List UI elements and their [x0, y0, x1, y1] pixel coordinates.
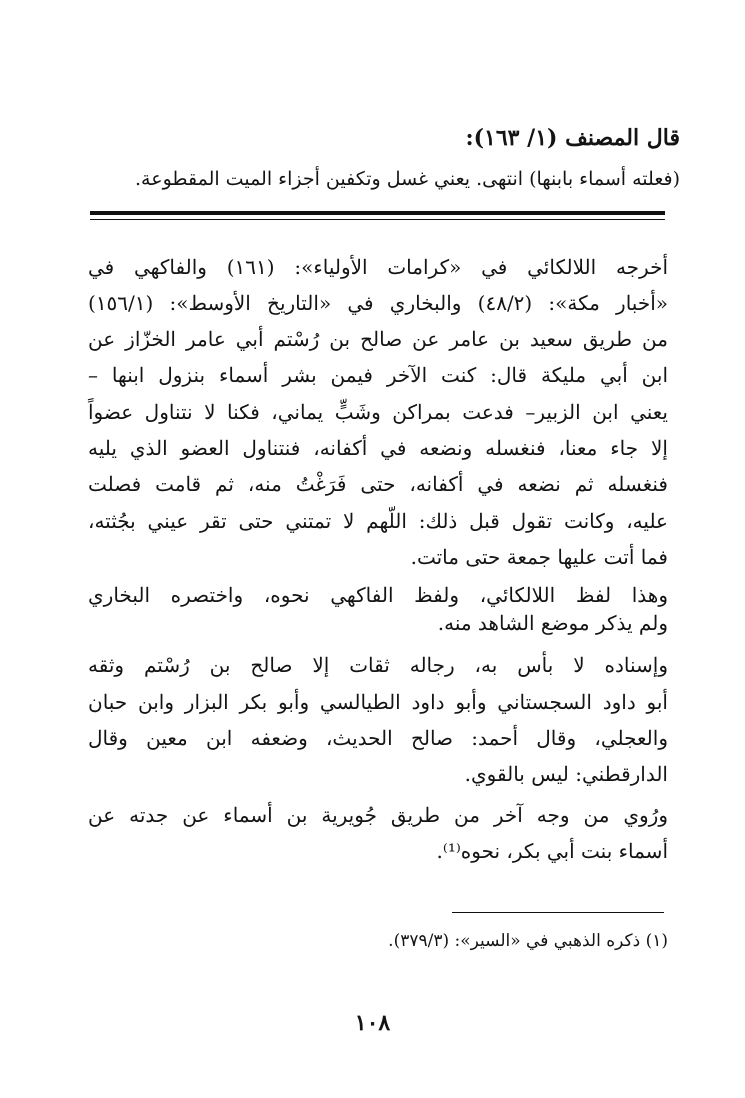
body-line: «أخبار مكة»: (٤٨/٢) والبخاري في «التاريخ الأوسط»: (١٥٦/١): [88, 291, 668, 315]
footnote-separator: [452, 912, 664, 913]
section-heading: قال المصنف (١/ ١٦٣):: [465, 125, 680, 151]
body-line: فما أتت عليها جمعة حتى ماتت.: [410, 545, 668, 569]
body-line: من طريق سعيد بن عامر عن صالح بن رُسْتم أبي عامر الخزّاز عن: [88, 327, 668, 351]
divider-thick: [90, 211, 665, 215]
body-line: يعني ابن الزبير– فدعت بمراكن وشَبٍّ يماني، فكنا لا نتناول عضواً: [88, 400, 668, 424]
body-line: أبو داود السجستاني وأبو داود الطيالسي وأبو بكر البزار وابن حبان: [88, 690, 668, 714]
body-line: فنغسله ثم نضعه في أكفانه، حتى فَرَغْتُ منه، ثم قامت فصلت: [88, 472, 668, 496]
body-line: والعجلي، وقال أحمد: صالح الحديث، وضعفه ابن معين وقال: [88, 726, 668, 750]
divider-thin: [90, 219, 665, 220]
body-line: ابن أبي مليكة قال: كنت الآخر فيمن بشر أسماء بنزول ابنها –: [88, 363, 668, 387]
body-line: أسماء بنت أبي بكر، نحوه⁽¹⁾.: [436, 839, 668, 863]
footnote: (١) ذكره الذهبي في «السير»: (٣٧٩/٣).: [388, 931, 668, 951]
body-line: وهذا لفظ اللالكائي، ولفظ الفاكهي نحوه، واختصره البخاري: [88, 583, 668, 607]
body-line: الدارقطني: ليس بالقوي.: [464, 762, 668, 786]
body-line: أخرجه اللالكائي في «كرامات الأولياء»: (١٦١) والفاكهي في: [88, 255, 668, 279]
body-line: وإسناده لا بأس به، رجاله ثقات إلا صالح بن رُسْتم وثقه: [88, 653, 668, 677]
author-quote: (فعلته أسماء بابنها) انتهى. يعني غسل وتكفين أجزاء الميت المقطوعة.: [135, 168, 680, 190]
body-line: ورُوي من وجه آخر من طريق جُويرية بن أسماء عن جدته عن: [88, 803, 668, 827]
body-line: إلا جاء معنا، فنغسله ونضعه في أكفانه، فنتناول العضو الذي يليه: [88, 436, 668, 460]
body-line: ولم يذكر موضع الشاهد منه.: [437, 611, 668, 635]
body-line: عليه، وكانت تقول قبل ذلك: اللّهم لا تمتني حتى تقر عيني بجُثته،: [88, 509, 668, 533]
page-number: ١٠٨: [354, 1010, 391, 1036]
